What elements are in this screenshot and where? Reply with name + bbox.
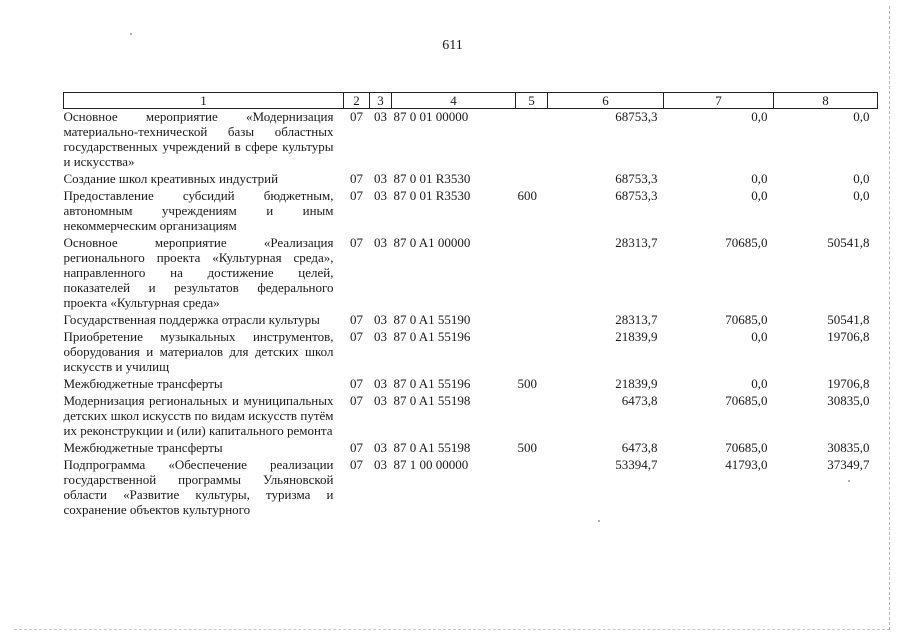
target-article-code: 87 0 A1 55196 [393, 376, 471, 391]
amount-col-7: 70685,0 [725, 440, 768, 455]
amount-col-6: 68753,3 [615, 109, 658, 124]
row-name: Основное мероприятие «Реализация регионального проекта «Культурная среда», направленного на достижение целей, показателей и результатов федерального проекта «Культурная среда» [63, 235, 334, 310]
amount-col-6: 28313,7 [615, 312, 658, 327]
amount-col-7: 0,0 [751, 376, 768, 391]
target-article-code: 87 0 01 R3530 [393, 171, 471, 186]
amount-col-8: 0,0 [853, 109, 870, 124]
table-row [64, 376, 878, 393]
subsection-code: 03 [374, 329, 387, 344]
expense-type-code [516, 109, 548, 172]
amount-col-7: 41793,0 [725, 457, 768, 472]
amount-col-7: 0,0 [751, 329, 768, 344]
expense-type-code [516, 171, 548, 188]
budget-table [63, 92, 878, 519]
amount-col-6: 6473,8 [621, 440, 658, 455]
target-article-code: 87 0 A1 55190 [393, 312, 471, 327]
page-number: 611 [442, 38, 463, 53]
table-row [64, 312, 878, 329]
subsection-code: 03 [374, 109, 387, 124]
target-article-code: 87 0 A1 00000 [393, 235, 471, 250]
expense-type-code [516, 457, 548, 519]
amount-col-8: 19706,8 [827, 376, 870, 391]
scan-speck [130, 33, 132, 35]
subsection-code: 03 [374, 171, 387, 186]
subsection-code: 03 [374, 235, 387, 250]
target-article-code: 87 0 01 R3530 [393, 188, 471, 203]
column-header: 8 [774, 93, 878, 109]
amount-col-6: 28313,7 [615, 235, 658, 250]
amount-col-8: 50541,8 [827, 235, 870, 250]
amount-col-6: 21839,9 [615, 329, 658, 344]
expense-type-code: 500 [517, 376, 537, 391]
column-header: 6 [548, 93, 664, 109]
amount-col-7: 0,0 [751, 171, 768, 186]
table-row [64, 329, 878, 376]
subsection-code: 03 [374, 440, 387, 455]
amount-col-6: 53394,7 [615, 457, 658, 472]
subsection-code: 03 [374, 188, 387, 203]
amount-col-6: 6473,8 [621, 393, 658, 408]
section-code: 07 [350, 393, 363, 408]
amount-col-8: 50541,8 [827, 312, 870, 327]
amount-col-8: 30835,0 [827, 440, 870, 455]
row-name: Межбюджетные трансферты [63, 376, 223, 391]
expense-type-code [516, 235, 548, 312]
table-row [64, 393, 878, 440]
column-header: 1 [64, 93, 344, 109]
section-code: 07 [350, 376, 363, 391]
subsection-code: 03 [374, 376, 387, 391]
subsection-code: 03 [374, 312, 387, 327]
table-row [64, 171, 878, 188]
amount-col-6: 21839,9 [615, 376, 658, 391]
column-header: 4 [392, 93, 516, 109]
section-code: 07 [350, 171, 363, 186]
expense-type-code: 500 [517, 440, 537, 455]
amount-col-6: 68753,3 [615, 188, 658, 203]
target-article-code: 87 1 00 00000 [393, 457, 469, 472]
amount-col-8: 0,0 [853, 171, 870, 186]
section-code: 07 [350, 188, 363, 203]
target-article-code: 87 0 A1 55196 [393, 329, 471, 344]
row-name: Модернизация региональных и муниципальных детских школ искусств по видам искусств путём их реконструкции и (или) капитального ремонта [63, 393, 334, 438]
section-code: 07 [350, 235, 363, 250]
amount-col-7: 70685,0 [725, 393, 768, 408]
amount-col-7: 70685,0 [725, 312, 768, 327]
row-name: Основное мероприятие «Модернизация материально-технической базы областных государственных учреждений в сфере культуры и искусства» [63, 109, 334, 169]
table-row [64, 109, 878, 172]
row-name: Подпрограмма «Обеспечение реализации государственной программы Ульяновской области «Развитие культуры, туризма и сохранение объектов культурного [63, 457, 334, 517]
column-header: 7 [664, 93, 774, 109]
row-name: Государственная поддержка отрасли культуры [63, 312, 320, 327]
amount-col-7: 0,0 [751, 188, 768, 203]
amount-col-7: 70685,0 [725, 235, 768, 250]
section-code: 07 [350, 312, 363, 327]
column-header: 5 [516, 93, 548, 109]
row-name: Приобретение музыкальных инструментов, оборудования и материалов для детских школ искусств и училищ [63, 329, 334, 374]
column-header: 3 [370, 93, 392, 109]
amount-col-7: 0,0 [751, 109, 768, 124]
expense-type-code [516, 329, 548, 376]
subsection-code: 03 [374, 393, 387, 408]
section-code: 07 [350, 109, 363, 124]
target-article-code: 87 0 01 00000 [393, 109, 469, 124]
expense-type-code [516, 312, 548, 329]
section-code: 07 [350, 440, 363, 455]
expense-type-code: 600 [517, 188, 537, 203]
subsection-code: 03 [374, 457, 387, 472]
amount-col-8: 0,0 [853, 188, 870, 203]
amount-col-8: 30835,0 [827, 393, 870, 408]
row-name: Предоставление субсидий бюджетным, автономным учреждениям и иным некоммерческим организациям [63, 188, 334, 233]
amount-col-8: 19706,8 [827, 329, 870, 344]
amount-col-6: 68753,3 [615, 171, 658, 186]
target-article-code: 87 0 A1 55198 [393, 440, 471, 455]
column-number-row [64, 93, 878, 109]
scan-speck [598, 520, 600, 522]
column-header: 2 [344, 93, 370, 109]
expense-type-code [516, 393, 548, 440]
amount-col-8: 37349,7 [827, 457, 870, 472]
table-row [64, 188, 878, 235]
table-row [64, 235, 878, 312]
row-name: Межбюджетные трансферты [63, 440, 223, 455]
table-row [64, 440, 878, 457]
table-row [64, 457, 878, 519]
target-article-code: 87 0 A1 55198 [393, 393, 471, 408]
section-code: 07 [350, 457, 363, 472]
row-name: Создание школ креативных индустрий [63, 171, 279, 186]
section-code: 07 [350, 329, 363, 344]
